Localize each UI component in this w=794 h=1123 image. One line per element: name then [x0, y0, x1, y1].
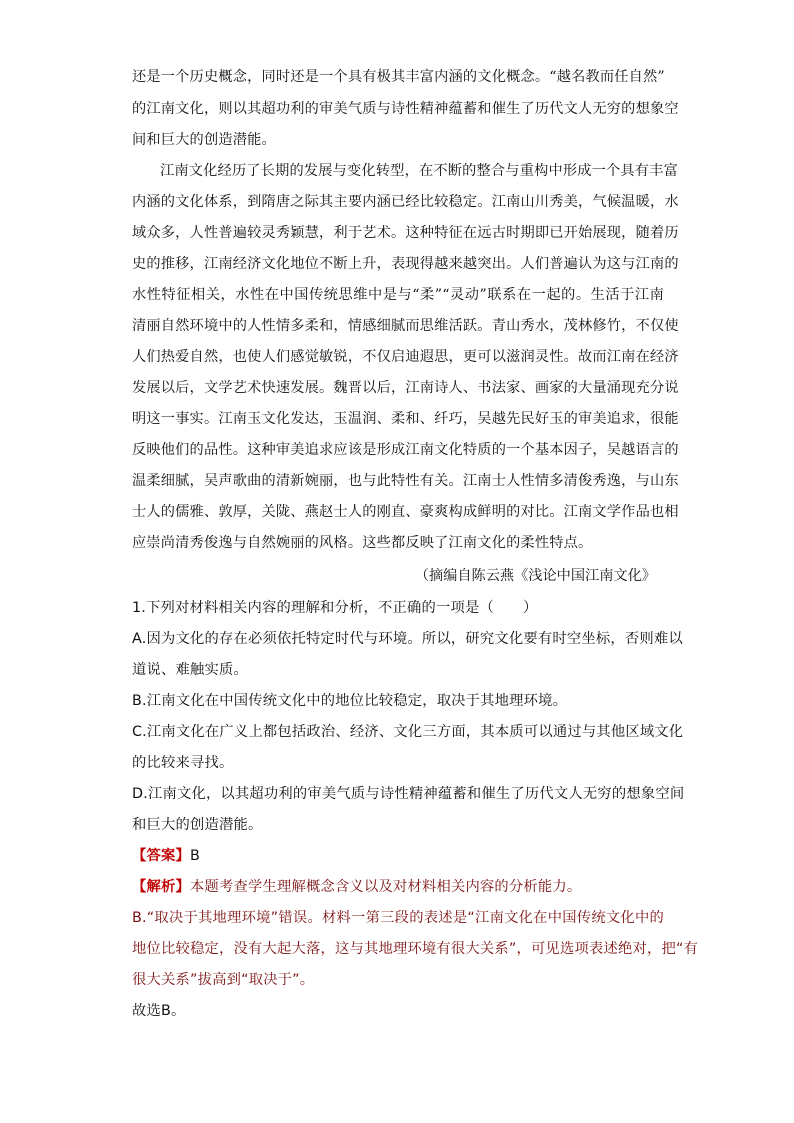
passage-line: 反映他们的品性。这种审美追求应该是形成江南文化特质的一个基本因子，吴越语言的: [132, 442, 679, 458]
passage-line: 内涵的文化体系，到隋唐之际其主要内涵已经比较稳定。江南山川秀美，气候温暖，水: [132, 194, 679, 210]
passage-line: 人们热爱自然，也使人们感觉敏锐，不仅启迪遐思，更可以滋润灵性。故而江南在经济: [132, 349, 679, 365]
analysis-intro-line: [132, 877, 664, 897]
analysis-intro: 本题考查学生理解概念含义以及对材料相关内容的分析能力。: [190, 879, 582, 895]
passage-line: 温柔细腻，吴声歌曲的清新婉丽，也与此特性有关。江南士人性情多清俊秀逸，与山东: [132, 473, 679, 489]
passage-line: 明这一事实。江南玉文化发达，玉温润、柔和、纤巧，吴越先民好玉的审美追求，很能: [132, 411, 679, 427]
analysis-line: 很大关系”拔高到“取决于”。: [132, 972, 315, 988]
answer-label: 【答案】: [132, 848, 190, 864]
analysis-line: B.“取决于其地理环境”错误。材料一第三段的表述是“江南文化在中国传统文化中的: [132, 910, 664, 926]
option-a: A.因为文化的存在必须依托特定时代与环境。所以，研究文化要有时空坐标，否则难以: [132, 631, 683, 647]
analysis-line: 地位比较稳定，没有大起大落，这与其地理环境有很大关系”，可见选项表述绝对，把“有: [132, 941, 699, 957]
answer-value: B: [190, 848, 201, 864]
passage-line: 史的推移，江南经济文化地位不断上升，表现得越来越突出。人们普遍认为这与江南的: [132, 256, 679, 272]
passage-line: 士人的儒雅、敦厚，关陇、燕赵士人的刚直、豪爽构成鲜明的对比。江南文学作品也相: [132, 504, 679, 520]
passage-line: 发展以后，文学艺术快速发展。魏晋以后，江南诗人、书法家、画家的大量涌现充分说: [132, 380, 679, 396]
passage-source: （摘编自陈云燕《浅论中国江南文化》: [414, 568, 656, 584]
question-stem: 1.下列对材料相关内容的理解和分析，不正确的一项是（ ）: [132, 600, 538, 616]
option-d-cont: 和巨大的创造潜能。: [132, 817, 263, 833]
option-d: D.江南文化，以其超功利的审美气质与诗性精神蕴蓄和催生了历代文人无穷的想象空间: [132, 786, 685, 802]
passage-line: 的江南文化，则以其超功利的审美气质与诗性精神蕴蓄和催生了历代文人无穷的想象空: [132, 101, 679, 117]
passage-line: 间和巨大的创造潜能。: [132, 132, 276, 148]
passage-line: 还是一个历史概念，同时还是一个具有极其丰富内涵的文化概念。“越名教而任自然”: [132, 69, 665, 85]
passage-line: 清丽自然环境中的人性情多柔和，情感细腻而思维活跃。青山秀水，茂林修竹，不仅使: [132, 318, 679, 334]
passage-line: 江南文化经历了长期的发展与变化转型，在不断的整合与重构中形成一个具有丰富: [160, 163, 678, 179]
answer-line: [132, 846, 664, 866]
passage-line: 域众多，人性普遍较灵秀颖慧，利于艺术。这种特征在远古时期即已开始展现，随着历: [132, 225, 679, 241]
passage-line: 应崇尚清秀俊逸与自然婉丽的风格。这些都反映了江南文化的柔性特点。: [132, 535, 593, 551]
option-c: C.江南文化在广义上都包括政治、经济、文化三方面，其本质可以通过与其他区域文化: [132, 724, 684, 740]
conclusion: 故选B。: [132, 1003, 186, 1019]
option-c-cont: 的比较来寻找。: [132, 755, 234, 771]
analysis-label: 【解析】: [132, 879, 190, 895]
passage-line: 水性特征相关，水性在中国传统思维中是与“柔”“灵动”联系在一起的。生活于江南: [132, 287, 664, 303]
option-b: B.江南文化在中国传统文化中的地位比较稳定，取决于其地理环境。: [132, 693, 568, 709]
option-a-cont: 道说、难触实质。: [132, 662, 248, 678]
